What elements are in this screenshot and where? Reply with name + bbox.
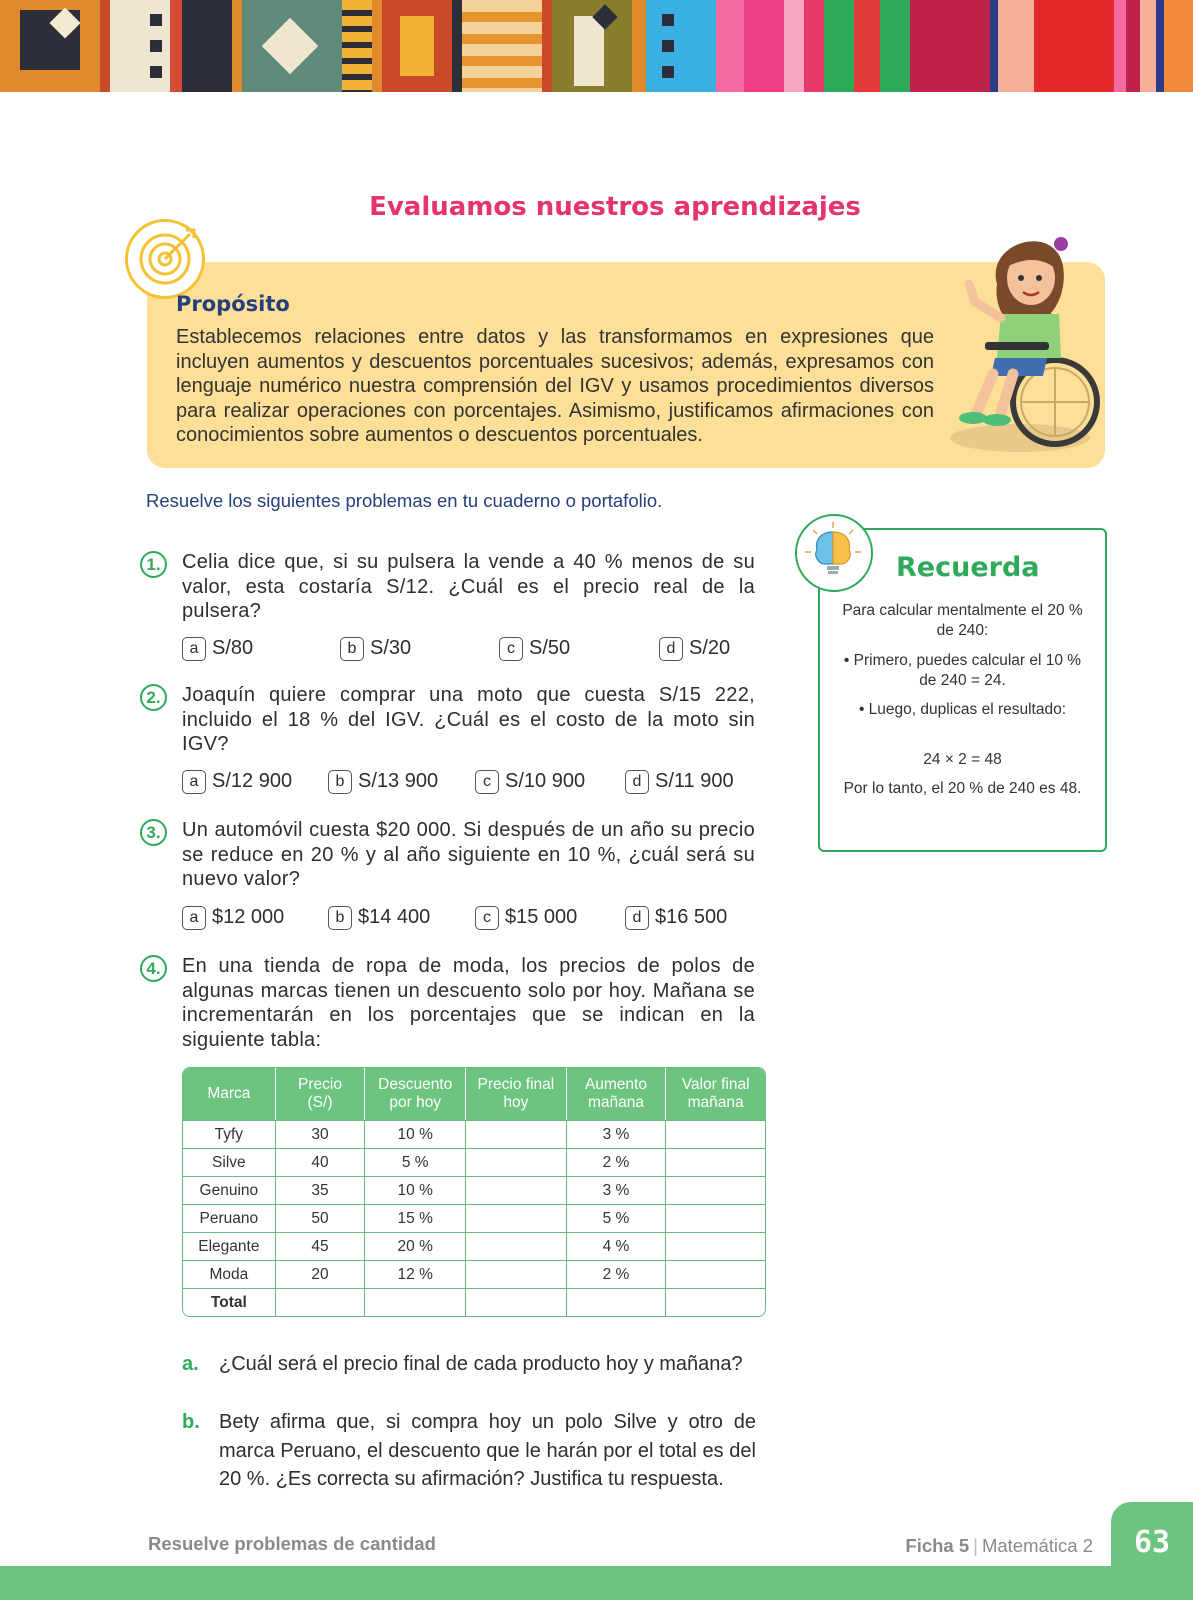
table-header-cell: Valor final mañana: [666, 1068, 765, 1120]
recuerda-line: • Luego, duplicas el resultado:: [858, 701, 1067, 718]
table-cell: [666, 1288, 765, 1316]
table-header-cell: Marca: [183, 1068, 276, 1120]
footer-ficha: [905, 1535, 1093, 1557]
question-1: [140, 550, 755, 690]
table-cell: 45: [276, 1232, 366, 1260]
table-cell: 10 %: [365, 1120, 466, 1148]
question-number: 1.: [140, 551, 167, 578]
table-cell: 4 %: [567, 1232, 667, 1260]
table-cell: 20 %: [365, 1232, 466, 1260]
option-3d[interactable]: d $16 500: [625, 906, 727, 930]
page-number: 63: [1133, 1525, 1171, 1560]
target-icon: [125, 219, 205, 299]
question-text: En una tienda de ropa de moda, los precios de polos de algunas marcas tienen un descuento solo por hoy. Mañana se incrementarán en los porcentajes que se indican en la siguiente tabla:: [182, 955, 755, 1051]
table-cell: [666, 1176, 765, 1204]
recuerda-line: Para calcular mentalmente el 20 % de 240:: [842, 602, 1083, 639]
table-cell: 10 %: [365, 1176, 466, 1204]
option-2a[interactable]: a S/12 900: [182, 770, 292, 794]
purpose-heading: Propósito: [176, 292, 290, 316]
table-cell: 3 %: [567, 1120, 667, 1148]
footer-competency: Resuelve problemas de cantidad: [148, 1533, 436, 1554]
prices-table: [182, 1067, 766, 1317]
option-1b[interactable]: b S/30: [340, 637, 411, 661]
question-number: 4.: [140, 955, 167, 982]
table-cell: Elegante: [183, 1232, 276, 1260]
option-1d[interactable]: d S/20: [659, 637, 730, 661]
table-cell: 2 %: [567, 1148, 667, 1176]
question-text: Un automóvil cuesta $20 000. Si después de un año su precio se reduce en 20 % y al año siguiente en 10 %, ¿cuál será su nuevo valor?: [182, 819, 755, 890]
page-title: Evaluamos nuestros aprendizajes: [369, 192, 861, 222]
table-cell: [567, 1288, 667, 1316]
table-cell: [666, 1148, 765, 1176]
option-1c[interactable]: c S/50: [499, 637, 570, 661]
table-cell: [666, 1120, 765, 1148]
table-cell: [466, 1232, 567, 1260]
footer-ficha-label: Ficha 5: [905, 1535, 970, 1556]
question-number: 3.: [140, 819, 167, 846]
table-cell: Peruano: [183, 1204, 276, 1232]
table-row: [183, 1288, 765, 1316]
subquestion-b: b. Bety afirma que, si compra hoy un polo Silve y otro de marca Peruano, el descuento que le harán por el total es del 20 %. ¿Es correcta su afirmación? Justifica tu respuesta.: [182, 1411, 756, 1490]
recuerda-line: 24 × 2 = 48: [923, 751, 1002, 768]
table-cell: 50: [276, 1204, 366, 1232]
table-row: [183, 1204, 765, 1232]
question-4: [140, 954, 755, 1064]
table-cell: [466, 1204, 567, 1232]
table-cell: [466, 1288, 567, 1316]
option-3a[interactable]: a $12 000: [182, 906, 284, 930]
table-cell: 12 %: [365, 1260, 466, 1288]
table-cell: [666, 1232, 765, 1260]
table-cell: Tyfy: [183, 1120, 276, 1148]
question-text: Joaquín quiere comprar una moto que cuesta S/15 222, incluido el 18 % del IGV. ¿Cuál es el costo de la moto sin IGV?: [182, 684, 755, 755]
footer-subject: Matemática 2: [981, 1535, 1093, 1556]
table-cell: [466, 1148, 567, 1176]
option-2b[interactable]: b S/13 900: [328, 770, 438, 794]
table-row: [183, 1260, 765, 1288]
footer-separator: |: [973, 1535, 978, 1556]
table-header-cell: Descuento por hoy: [365, 1068, 466, 1120]
table-cell: 40: [276, 1148, 366, 1176]
table-cell: [466, 1260, 567, 1288]
table-cell: [466, 1176, 567, 1204]
table-cell: Silve: [183, 1148, 276, 1176]
table-cell: [365, 1288, 466, 1316]
option-2d[interactable]: d S/11 900: [625, 770, 734, 794]
option-1a[interactable]: a S/80: [182, 637, 253, 661]
instruction-text: Resuelve los siguientes problemas en tu cuaderno o portafolio.: [146, 490, 663, 511]
recuerda-title: Recuerda: [896, 552, 1040, 583]
table-cell: 15 %: [365, 1204, 466, 1232]
table-cell: Genuino: [183, 1176, 276, 1204]
table-header-cell: Precio (S/): [276, 1068, 366, 1120]
table-cell: Total: [183, 1288, 276, 1316]
girl-wheelchair-illustration: [935, 222, 1110, 462]
table-row: [183, 1232, 765, 1260]
table-row: [183, 1176, 765, 1204]
table-cell: 30: [276, 1120, 366, 1148]
table-cell: [276, 1288, 366, 1316]
table-cell: 3 %: [567, 1176, 667, 1204]
table-cell: 5 %: [365, 1148, 466, 1176]
footer-bar: [0, 1566, 1193, 1600]
table-cell: [466, 1120, 567, 1148]
table-row: [183, 1148, 765, 1176]
table-cell: 20: [276, 1260, 366, 1288]
option-3b[interactable]: b $14 400: [328, 906, 430, 930]
question-number: 2.: [140, 684, 167, 711]
table-cell: 5 %: [567, 1204, 667, 1232]
table-cell: 35: [276, 1176, 366, 1204]
table-header-cell: Precio final hoy: [466, 1068, 567, 1120]
option-2c[interactable]: c S/10 900: [475, 770, 585, 794]
option-3c[interactable]: c $15 000: [475, 906, 577, 930]
question-text: Celia dice que, si su pulsera la vende a 40 % menos de su valor, esta costaría S/12. ¿Cuál es el precio real de la pulsera?: [182, 551, 755, 622]
subquestion-a: a. ¿Cuál será el precio final de cada producto hoy y mañana?: [182, 1353, 743, 1375]
table-header-cell: Aumento mañana: [567, 1068, 667, 1120]
table-row: [183, 1120, 765, 1148]
table-cell: 2 %: [567, 1260, 667, 1288]
table-cell: Moda: [183, 1260, 276, 1288]
purpose-text: Establecemos relaciones entre datos y las transformamos en expresiones que incluyen aumentos y descuentos porcentuales sucesivos; además, expresamos con lenguaje numérico nuestra comprensión del IGV y usamos procedimientos diversos para realizar operaciones con porcentajes. Asimismo, justificamos afirmaciones con conocimientos sobre aumentos o descuentos porcentuales.: [176, 326, 934, 447]
recuerda-line: • Primero, puedes calcular el 10 % de 240 = 24.: [843, 652, 1082, 689]
table-cell: [666, 1260, 765, 1288]
table-cell: [666, 1204, 765, 1232]
textile-header-band: [0, 0, 1193, 92]
recuerda-line: Por lo tanto, el 20 % de 240 es 48.: [843, 780, 1082, 797]
brain-lightbulb-icon: [795, 514, 873, 592]
table-header-row: [183, 1068, 765, 1120]
